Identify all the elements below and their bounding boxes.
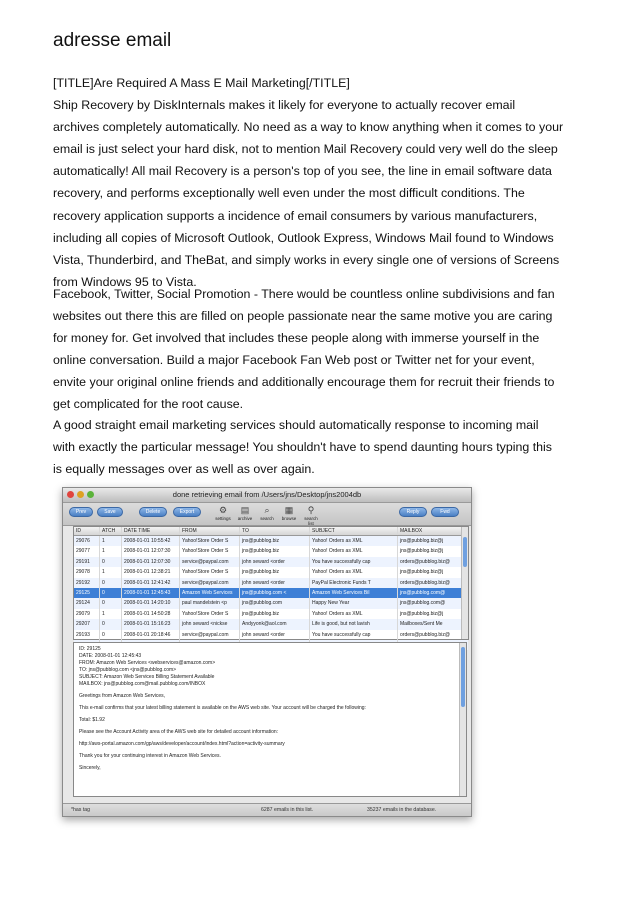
table-cell: Yahoo!Store Order S [180, 567, 240, 577]
table-cell: Andyyonk@aol.com [240, 619, 310, 629]
table-cell: jns@pubblog.biz [240, 536, 310, 546]
message-line: Greetings from Amazon Web Services, [79, 693, 166, 699]
table-cell: 29077 [74, 546, 100, 556]
table-cell: 1 [100, 546, 122, 556]
table-cell: 29124 [74, 598, 100, 608]
table-row[interactable] [74, 578, 468, 588]
tool-search-list[interactable]: ⚲ search list [304, 505, 318, 526]
table-cell: 0 [100, 619, 122, 629]
table-cell: Life is good, but not lavish [310, 619, 398, 629]
table-cell: jns@pubblog.biz@j [400, 610, 444, 617]
browse-icon: ▦ [284, 505, 294, 515]
message-line: http://aws-portal.amazon.com/gp/aws/developer/account/index.html?action=activity-summary [79, 741, 285, 747]
text-line: get complicated for the root cause. [53, 397, 244, 412]
status-bar [63, 803, 471, 816]
message-line: Thank you for your continuing interest in Amazon Web Services. [79, 753, 221, 759]
table-cell: 2008-01-01 15:16:23 [122, 619, 180, 629]
column-header[interactable]: FROM [180, 527, 240, 535]
email-table [73, 526, 469, 640]
table-cell: 2008-01-01 12:07:30 [122, 557, 180, 567]
window-titlebar [63, 488, 471, 503]
message-line: SUBJECT: Amazon Web Services Billing Statement Available [79, 674, 215, 680]
message-line: DATE: 2008-01-01 12:45:43 [79, 653, 142, 659]
reply-button[interactable]: Reply [399, 507, 427, 517]
text-line: from Windows 95 to Vista. [53, 274, 197, 289]
forward-button[interactable]: Fwd [431, 507, 459, 517]
paragraph [53, 283, 588, 416]
scrollbar-thumb[interactable] [461, 647, 465, 707]
column-header[interactable]: DATE TIME [122, 527, 180, 535]
text-line: Facebook, Twitter, Social Promotion - There would be countless online subdivisions and fan [53, 287, 555, 301]
window-title: done retrieving email from /Users/jns/Desktop/jns2004db [172, 490, 362, 499]
table-cell: 29076 [74, 536, 100, 546]
tool-search[interactable]: ⌕ search [260, 505, 274, 521]
table-cell: 2008-01-01 20:18:46 [122, 630, 180, 640]
table-cell: Amazon Web Services [180, 588, 240, 598]
table-cell: john seward <nickse [180, 619, 240, 629]
page-title: adresse email [53, 30, 172, 51]
text-line: envite your original online friends and additionally encourage them for recruit their friends to [53, 375, 555, 390]
table-cell: jns@pubblog.com@ [400, 589, 446, 596]
table-cell: Amazon Web Services Bil [310, 588, 398, 598]
table-cell: 29079 [74, 609, 100, 619]
table-cell: jns@pubblog.biz@j [400, 548, 444, 555]
text-line: including all copies of Microsoft Outlook, Outlook Express, Windows Mail found to Windows [53, 230, 554, 245]
message-preview [73, 642, 467, 797]
save-button[interactable]: Save [97, 507, 123, 517]
delete-button[interactable]: Delete [139, 507, 167, 517]
email-recovery-screenshot [62, 487, 472, 817]
message-line: FROM: Amazon Web Services <webservices@amazon.com> [79, 660, 216, 666]
search-list-icon: ⚲ [307, 505, 315, 515]
table-cell: 2008-01-01 12:07:30 [122, 546, 180, 556]
table-cell: service@paypal.com [180, 557, 240, 567]
table-scrollbar[interactable] [461, 527, 468, 639]
table-row[interactable] [74, 630, 468, 640]
table-cell: Yahoo!Store Order S [180, 609, 240, 619]
text-line: online conversation. Build a major Facebook Fan Web post or Twitter net for your event, [53, 353, 535, 368]
tool-settings[interactable]: ⚙ settings [215, 505, 231, 521]
table-cell: jns@pubblog.com@ [400, 600, 446, 607]
status-tag-note: *has tag [71, 807, 91, 813]
table-cell: orders@pubblog.biz@ [400, 631, 450, 638]
text-line: [TITLE]Are Required A Mass E Mail Marketing[/TITLE] [53, 76, 350, 90]
table-cell: 0 [100, 630, 122, 640]
paragraph [53, 72, 588, 293]
gear-icon: ⚙ [218, 505, 228, 515]
table-row[interactable] [74, 546, 468, 556]
table-cell: You have successfully cap [310, 630, 398, 640]
scrollbar-thumb[interactable] [463, 537, 467, 567]
search-icon: ⌕ [264, 505, 270, 515]
table-cell: Happy New Year [310, 598, 398, 608]
table-cell: service@paypal.com [180, 630, 240, 640]
export-button[interactable]: Export [173, 507, 201, 517]
table-cell: jns@pubblog.biz [240, 609, 310, 619]
message-line: ID: 29125 [79, 646, 101, 652]
table-row[interactable] [74, 588, 468, 598]
tool-browse[interactable]: ▦ browse [281, 505, 297, 521]
paragraph [53, 414, 588, 480]
table-cell: You have successfully cap [310, 557, 398, 567]
text-line: email is just select your hard disk, not to mention Mail Recovery could very well do the sleep [53, 142, 558, 157]
table-cell: jns@pubblog.biz [240, 567, 310, 577]
table-cell: 0 [100, 598, 122, 608]
table-row[interactable] [74, 619, 468, 629]
table-cell: 29191 [74, 557, 100, 567]
text-line: archives completely automatically. No need as a way to know anything when it comes to your [53, 120, 564, 135]
table-cell: Yahoo! Orders as XML [310, 546, 398, 556]
table-row[interactable] [74, 557, 468, 567]
table-cell: orders@pubblog.biz@ [400, 558, 450, 565]
table-cell: 29125 [74, 588, 100, 598]
table-cell: 29078 [74, 567, 100, 577]
table-row[interactable] [74, 567, 468, 577]
table-cell: 1 [100, 536, 122, 546]
table-cell: Mailboxes/Sent Me [400, 621, 443, 628]
message-line: TO: jns@pubblog.com <jns@pubblog.com> [79, 667, 177, 673]
text-line: Ship Recovery by DiskInternals makes it likely for everyone to actually recover email [53, 98, 516, 113]
column-header[interactable]: ATCH [100, 527, 122, 535]
text-line: automatically! All mail Recovery is a person's top of you see, the line in email software data [53, 164, 552, 179]
table-row[interactable] [74, 536, 468, 546]
text-line: A good straight email marketing services should automatically response to incoming mail [53, 418, 539, 432]
table-cell: service@paypal.com [180, 578, 240, 588]
table-cell: 0 [100, 588, 122, 598]
table-cell: Yahoo!Store Order S [180, 536, 240, 546]
table-cell: 2008-01-01 12:45:43 [122, 588, 180, 598]
table-header [74, 527, 468, 536]
table-cell: 1 [100, 567, 122, 577]
table-cell: 29193 [74, 630, 100, 640]
toolbar [63, 503, 471, 526]
table-cell: orders@pubblog.biz@ [400, 579, 450, 586]
table-cell: Yahoo! Orders as XML [310, 567, 398, 577]
column-header[interactable]: ID [74, 527, 100, 535]
message-scrollbar[interactable] [459, 643, 466, 796]
message-line: Please see the Account Activity area of the AWS web site for detailed account information: [79, 729, 279, 735]
status-list-count: 6287 emails in this list. [261, 807, 314, 813]
table-cell: 1 [100, 609, 122, 619]
table-cell: 29192 [74, 578, 100, 588]
table-cell: Yahoo! Orders as XML [310, 536, 398, 546]
table-row[interactable] [74, 598, 468, 608]
text-line: websites out there this are filled on people passionate near the same motive you are caring [53, 309, 553, 324]
table-cell: jns@pubblog.biz [240, 546, 310, 556]
text-line: with exactly the particular message! You shouldn't have to spend daunting hours typing this [53, 440, 552, 455]
table-cell: 2008-01-01 12:41:42 [122, 578, 180, 588]
text-line: Vista, Thunderbird, and TheBat, and simply works in every single one of versions of Screens [53, 252, 560, 267]
table-cell: 0 [100, 578, 122, 588]
prev-button[interactable]: Prev [69, 507, 93, 517]
column-header[interactable]: SUBJECT [310, 527, 398, 535]
table-cell: Yahoo! Orders as XML [310, 609, 398, 619]
text-line: is equally messages over as well as over again. [53, 462, 315, 477]
message-line: Total: $1.92 [79, 717, 105, 723]
text-line: recovery application supports a incidence of email consumers by various manufacturers, [53, 208, 538, 223]
archive-icon: ▤ [240, 505, 250, 515]
table-cell: 2008-01-01 10:55:42 [122, 536, 180, 546]
table-cell: jns@pubblog.com [240, 598, 310, 608]
tool-archive[interactable]: ▤ archive [237, 505, 253, 521]
table-cell: PayPal Electronic Funds T [310, 578, 398, 588]
text-line: for money for. Get involved that includes these people along with immerse yourself in the [53, 331, 540, 346]
message-line: MAILBOX: jns@pubblog.com@mail.pubblog.com/INBOX [79, 681, 206, 687]
table-cell: 29207 [74, 619, 100, 629]
table-cell: 2008-01-01 12:38:21 [122, 567, 180, 577]
table-cell: john seward <order [240, 630, 310, 640]
table-cell: jns@pubblog.biz@j [400, 569, 444, 576]
table-cell: jns@pubblog.biz@j [400, 538, 444, 544]
text-line: recovery, and performs exceptionally well even under the most difficult conditions. The [53, 186, 525, 201]
message-line: Sincerely, [79, 765, 101, 771]
table-cell: john seward <order [240, 557, 310, 567]
column-header[interactable]: MAILBOX [400, 528, 423, 534]
column-header[interactable]: TO [240, 527, 310, 535]
message-line: This e-mail confirms that your latest billing statement is available on the AWS web site. Your account will be charged the following: [79, 705, 366, 711]
status-db-count: 35237 emails in the database. [367, 807, 437, 813]
table-cell: paul mandelstein <p [180, 598, 240, 608]
table-cell: 0 [100, 557, 122, 567]
table-cell: jns@pubblog.com < [240, 588, 310, 598]
table-cell: 2008-01-01 14:20:10 [122, 598, 180, 608]
table-row[interactable] [74, 609, 468, 619]
table-cell: 2008-01-01 14:50:28 [122, 609, 180, 619]
table-cell: Yahoo!Store Order S [180, 546, 240, 556]
table-cell: john seward <order [240, 578, 310, 588]
